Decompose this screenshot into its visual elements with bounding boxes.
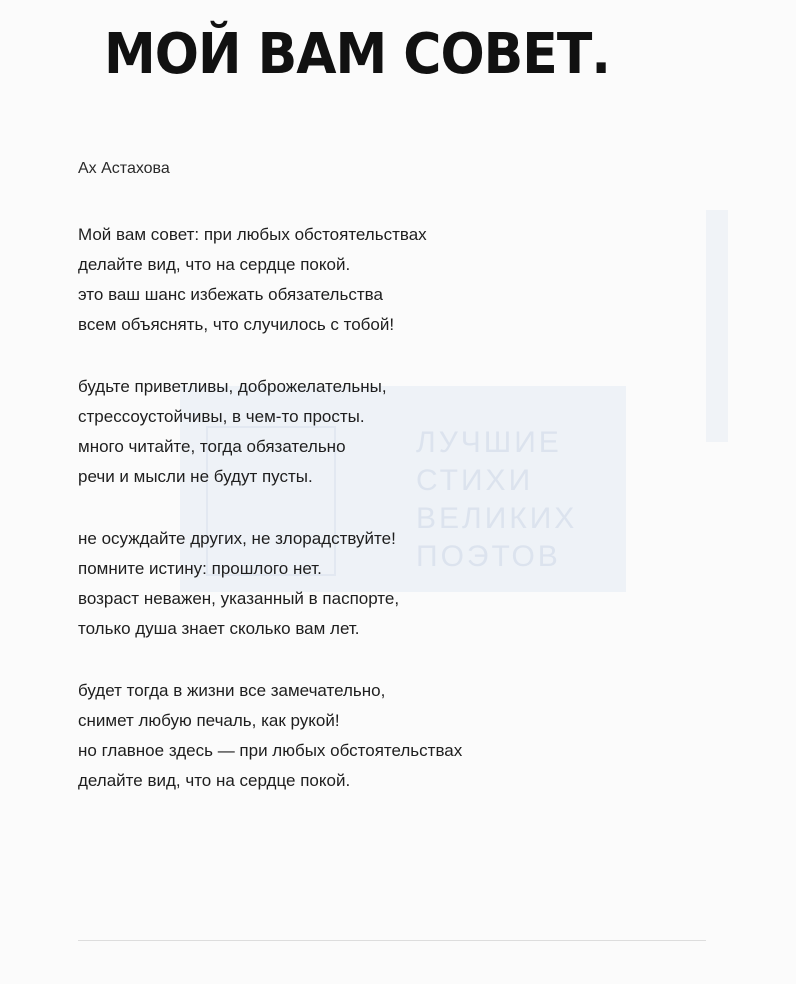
poem-stanza-2 [78,372,728,492]
watermark-line: СТИХИ [416,464,534,497]
poem-line: стрессоустойчивы, в чем-то просты. [78,407,365,426]
poem-line: Мой вам совет: при любых обстоятельствах [78,225,427,244]
poem-line: но главное здесь — при любых обстоятельствах [78,741,463,760]
poem-line: не осуждайте других, не злорадствуйте! [78,529,396,548]
poem-body [78,220,728,828]
bottom-divider [78,940,706,941]
watermark-line: ВЕЛИКИХ [416,502,578,535]
poem-stanza-1 [78,220,728,340]
poem-line: снимет любую печаль, как рукой! [78,711,340,730]
poem-stanza-3 [78,524,728,644]
watermark-line: ПОЭТОВ [416,540,561,573]
poem-line: помните истину: прошлого нет. [78,559,322,578]
poem-author: Ах Астахова [78,160,170,177]
watermark-line: ЛУЧШИЕ [416,426,562,459]
poem-line: делайте вид, что на сердце покой. [78,255,351,274]
poem-line: делайте вид, что на сердце покой. [78,771,351,790]
poem-line: это ваш шанс избежать обязательства [78,285,383,304]
poem-line: только душа знает сколько вам лет. [78,619,360,638]
poem-line: всем объяснять, что случилось с тобой! [78,315,395,334]
poem-line: речи и мысли не будут пусты. [78,467,313,486]
poem-line: будет тогда в жизни все замечательно, [78,681,386,700]
poem-line: возраст неважен, указанный в паспорте, [78,589,400,608]
poem-line: будьте приветливы, доброжелательны, [78,377,387,396]
poem-line: много читайте, тогда обязательно [78,437,346,456]
page-title: МОЙ ВАМ СОВЕТ. [104,22,611,87]
poem-stanza-4 [78,676,728,796]
